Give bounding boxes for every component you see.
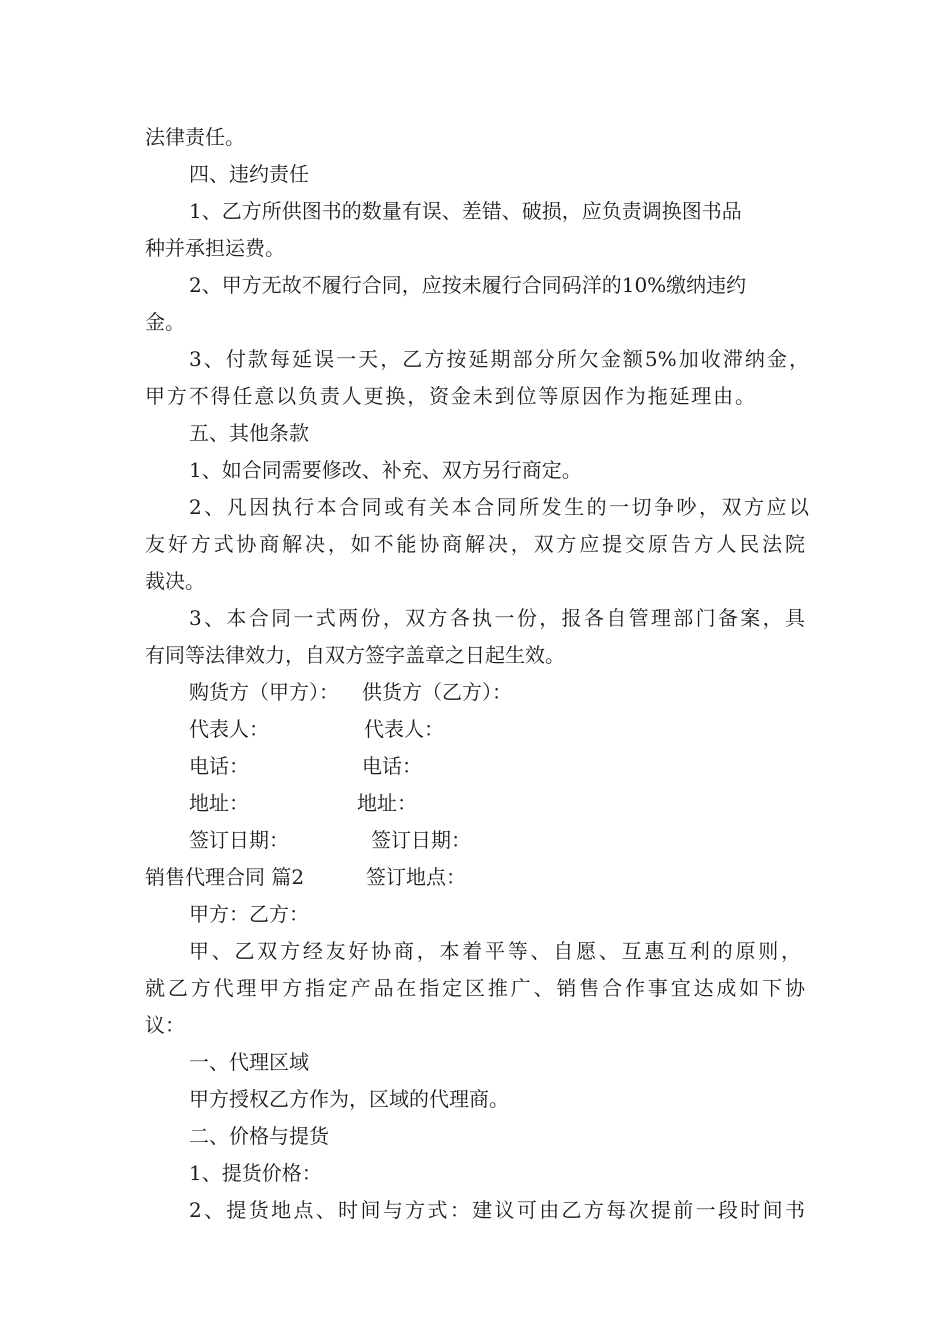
paragraph-line: 有同等法律效力，自双方签字盖章之日起生效。: [145, 643, 565, 667]
section-heading: 五、其他条款: [189, 421, 309, 445]
paragraph-line: 议：: [145, 1013, 185, 1037]
paragraph-line: 法律责任。: [145, 125, 245, 149]
signature-row-phone: [0, 753, 950, 779]
supplier-representative-label: 代表人：: [364, 717, 444, 741]
signing-place-label: 签订地点：: [366, 865, 466, 889]
paragraph-line: 金。: [145, 310, 185, 334]
buyer-label: 购货方（甲方）：: [189, 680, 339, 704]
supplier-date-label: 签订日期：: [371, 828, 471, 852]
paragraph-line: 就乙方代理甲方指定产品在指定区推广、销售合作事宜达成如下协: [145, 976, 805, 1000]
section-heading: 四、违约责任: [189, 162, 309, 186]
supplier-label: 供货方（乙方）：: [362, 680, 512, 704]
paragraph-line: 甲、乙双方经友好协商，本着平等、自愿、互惠互利的原则，: [189, 939, 801, 963]
paragraph-line: 1、乙方所供图书的数量有误、差错、破损，应负责调换图书品: [189, 199, 742, 223]
signature-row-date: [0, 827, 950, 853]
paragraph-line: 3、本合同一式两份，双方各执一份，报各自管理部门备案，具: [189, 606, 805, 630]
paragraph-line: 种并承担运费。: [145, 236, 285, 260]
paragraph-line: 甲方授权乙方作为，区域的代理商。: [189, 1087, 509, 1111]
section-heading: 一、代理区域: [189, 1050, 309, 1074]
paragraph-line: 甲方不得任意以负责人更换，资金未到位等原因作为拖延理由。: [145, 384, 755, 408]
paragraph-line: 1、如合同需要修改、补充、双方另行商定。: [189, 458, 582, 482]
paragraph-line: 2、提货地点、时间与方式：建议可由乙方每次提前一段时间书: [189, 1198, 805, 1222]
paragraph-line: 1、提货价格：: [189, 1161, 322, 1185]
buyer-address-label: 地址：: [189, 791, 249, 815]
parties-line: 甲方：乙方：: [189, 902, 309, 926]
buyer-date-label: 签订日期：: [189, 828, 289, 852]
paragraph-line: 3、付款每延误一天，乙方按延期部分所欠金额5%加收滞纳金，: [189, 347, 809, 371]
signature-row-place: [0, 864, 950, 890]
supplier-phone-label: 电话：: [362, 754, 422, 778]
paragraph-line: 友好方式协商解决，如不能协商解决，双方应提交原告方人民法院: [145, 532, 805, 556]
buyer-phone-label: 电话：: [189, 754, 249, 778]
supplier-address-label: 地址：: [357, 791, 417, 815]
section-heading: 二、价格与提货: [189, 1124, 329, 1148]
buyer-representative-label: 代表人：: [189, 717, 269, 741]
paragraph-line: 裁决。: [145, 569, 205, 593]
signature-row-parties: [0, 679, 950, 705]
section-title: 销售代理合同 篇2: [145, 865, 305, 889]
signature-row-representative: [0, 716, 950, 742]
paragraph-line: 2、凡因执行本合同或有关本合同所发生的一切争吵，双方应以: [189, 495, 809, 519]
signature-row-address: [0, 790, 950, 816]
paragraph-line: 2、甲方无故不履行合同，应按未履行合同码洋的10%缴纳违约: [189, 273, 747, 297]
